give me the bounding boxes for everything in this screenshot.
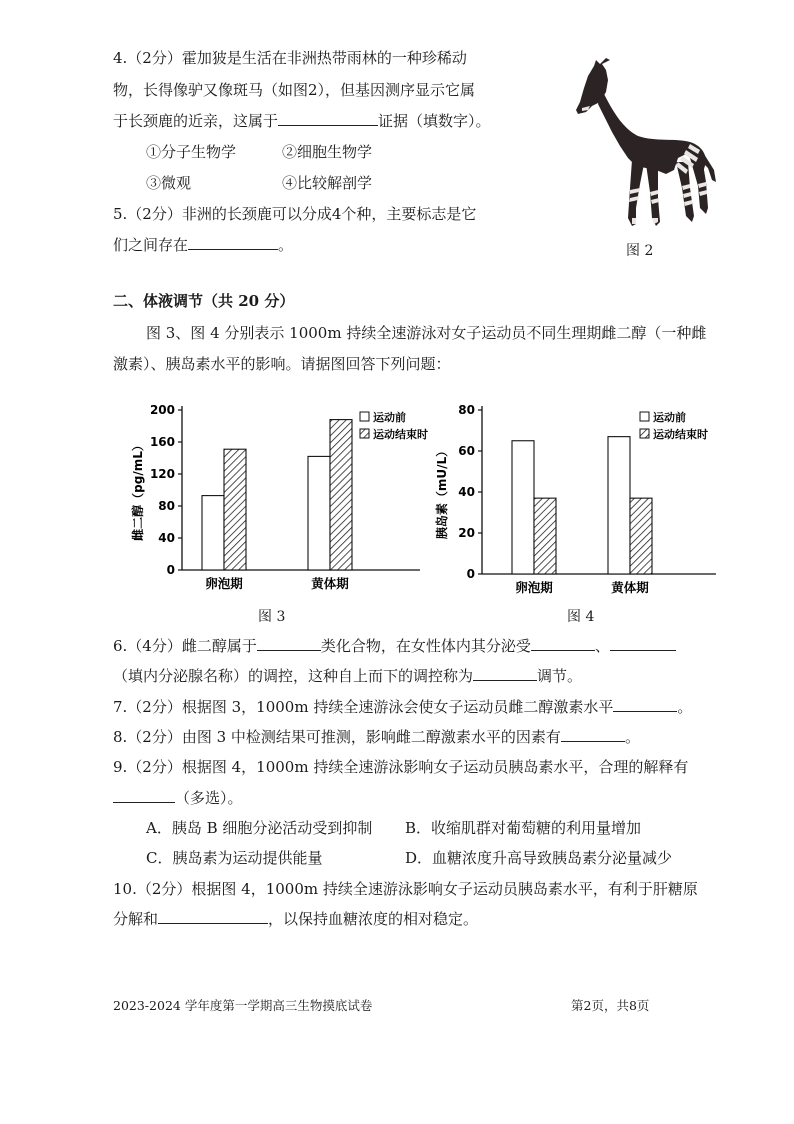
q6-line1-mid: 类化合物，在女性体内其分泌受 xyxy=(320,637,531,655)
q9-option-c: C．胰岛素为运动提供能量 xyxy=(146,849,323,867)
q9-line2-text: （多选）。 xyxy=(175,789,243,807)
q4-line3-text: 于长颈鹿的近亲，这属于 xyxy=(113,112,279,130)
q9-blank[interactable] xyxy=(113,788,175,803)
y-axis-label: 胰岛素（mU/L） xyxy=(435,444,449,540)
fig3-caption: 图 3 xyxy=(258,609,286,625)
q10-line2 xyxy=(113,908,478,930)
x-category-label: 黄体期 xyxy=(311,576,349,591)
q7-line xyxy=(113,696,692,718)
q6-blank-2[interactable] xyxy=(531,636,595,651)
q8-line xyxy=(113,726,640,748)
q4-option-1: ①分子生物学 xyxy=(146,143,237,161)
legend-swatch-before xyxy=(640,412,649,421)
x-category-label: 卵泡期 xyxy=(205,576,243,591)
bar-before-exercise xyxy=(308,456,330,570)
q6-line1-text: 6.（4分）雌二醇属于 xyxy=(113,637,257,655)
q4-option-3: ③微观 xyxy=(146,174,192,192)
q4-option-4: ④比较解剖学 xyxy=(282,174,373,192)
q7-tail: 。 xyxy=(677,698,693,716)
q6-line2-tail: 调节。 xyxy=(537,667,583,685)
q7-blank[interactable] xyxy=(613,697,677,712)
legend-swatch-before xyxy=(360,412,369,421)
y-tick-label: 200 xyxy=(149,403,175,417)
q9-line2 xyxy=(113,787,243,809)
y-tick-label: 80 xyxy=(158,499,175,513)
q4-line3-tail: 证据（填数字）。 xyxy=(378,112,491,130)
section2-intro-line1: 图 3、图 4 分别表示 1000m 持续全速游泳对女子运动员不同生理期雌二醇（一种雌 xyxy=(146,324,707,342)
q9-option-d: D．血糖浓度升高导致胰岛素分泌量减少 xyxy=(405,849,673,867)
y-tick-label: 160 xyxy=(149,435,175,449)
q5-line1: 5.（2分）非洲的长颈鹿可以分成4个种，主要标志是它 xyxy=(113,205,477,223)
q4-option-2: ②细胞生物学 xyxy=(282,143,373,161)
bar-after-exercise xyxy=(330,420,352,570)
footer-page-number: 第2页，共8页 xyxy=(571,998,650,1013)
q6-blank-1[interactable] xyxy=(257,636,321,651)
q6-line2 xyxy=(113,665,582,687)
y-tick-label: 20 xyxy=(458,526,475,540)
y-tick-label: 0 xyxy=(466,567,475,581)
y-axis-label: 雌二醇（pg/mL） xyxy=(131,439,145,541)
bar-before-exercise xyxy=(202,496,224,570)
q8-text: 8.（2分）由图 3 中检测结果可推测，影响雌二醇激素水平的因素有 xyxy=(113,728,561,746)
q6-line2-text: （填内分泌腺名称）的调控，这种自上而下的调控称为 xyxy=(113,667,474,685)
legend-label: 运动前 xyxy=(373,411,406,424)
fig4-caption: 图 4 xyxy=(567,609,595,625)
q4-line1: 4.（2分）霍加狓是生活在非洲热带雨林的一种珍稀动 xyxy=(113,49,467,67)
bar-before-exercise xyxy=(608,437,630,574)
y-tick-label: 80 xyxy=(458,403,475,417)
legend-label: 运动结束时 xyxy=(373,428,428,441)
section2-intro-line2: 激素）、胰岛素水平的影响。请据图回答下列问题： xyxy=(113,355,451,373)
y-tick-label: 60 xyxy=(458,444,475,458)
y-tick-label: 0 xyxy=(166,563,175,577)
legend-label: 运动结束时 xyxy=(653,428,708,441)
q4-line3 xyxy=(113,110,491,132)
okapi-image xyxy=(566,58,726,234)
q8-blank[interactable] xyxy=(561,727,625,742)
x-category-label: 黄体期 xyxy=(611,580,649,595)
q5-answer-blank[interactable] xyxy=(188,235,278,250)
q5-line2-tail: 。 xyxy=(278,236,294,254)
bar-after-exercise xyxy=(534,498,556,574)
q6-line1 xyxy=(113,635,676,657)
q6-line1-sep: 、 xyxy=(594,637,610,655)
bar-before-exercise xyxy=(512,441,534,574)
q10-line2-text: 分解和 xyxy=(113,910,159,928)
q5-line2 xyxy=(113,234,293,256)
q5-line2-text: 们之间存在 xyxy=(113,236,189,254)
q10-blank[interactable] xyxy=(158,909,268,924)
y-tick-label: 40 xyxy=(458,485,475,499)
q4-line2: 物，长得像驴又像斑马（如图2），但基因测序显示它属 xyxy=(113,81,476,99)
legend-swatch-after xyxy=(640,429,649,438)
q9-line1: 9.（2分）根据图 4，1000m 持续全速游泳影响女子运动员胰岛素水平，合理的解释有 xyxy=(113,758,689,776)
bar-after-exercise xyxy=(224,449,246,570)
footer-exam-title: 2023-2024 学年度第一学期高三生物摸底试卷 xyxy=(113,998,373,1013)
legend-swatch-after xyxy=(360,429,369,438)
q9-option-a: A．胰岛 B 细胞分泌活动受到抑制 xyxy=(146,819,373,837)
section2-title: 二、体液调节（共 20 分） xyxy=(113,292,295,310)
y-tick-label: 120 xyxy=(149,467,175,481)
bar-after-exercise xyxy=(630,498,652,574)
y-tick-label: 40 xyxy=(158,531,175,545)
q7-text: 7.（2分）根据图 3，1000m 持续全速游泳会使女子运动员雌二醇激素水平 xyxy=(113,698,614,716)
figure-3-chart xyxy=(120,398,430,604)
q6-blank-3[interactable] xyxy=(610,636,676,651)
q10-line2-tail: ，以保持血糖浓度的相对稳定。 xyxy=(268,910,479,928)
q6-blank-4[interactable] xyxy=(473,666,537,681)
legend-label: 运动前 xyxy=(653,411,686,424)
figure-4-chart xyxy=(430,398,730,604)
q9-option-b: B．收缩肌群对葡萄糖的利用量增加 xyxy=(405,819,642,837)
x-category-label: 卵泡期 xyxy=(515,580,553,595)
q10-line1: 10.（2分）根据图 4，1000m 持续全速游泳影响女子运动员胰岛素水平，有利于肝糖原 xyxy=(113,880,698,898)
q4-answer-blank[interactable] xyxy=(278,111,378,126)
q8-tail: 。 xyxy=(624,728,640,746)
fig2-caption: 图 2 xyxy=(626,243,654,259)
